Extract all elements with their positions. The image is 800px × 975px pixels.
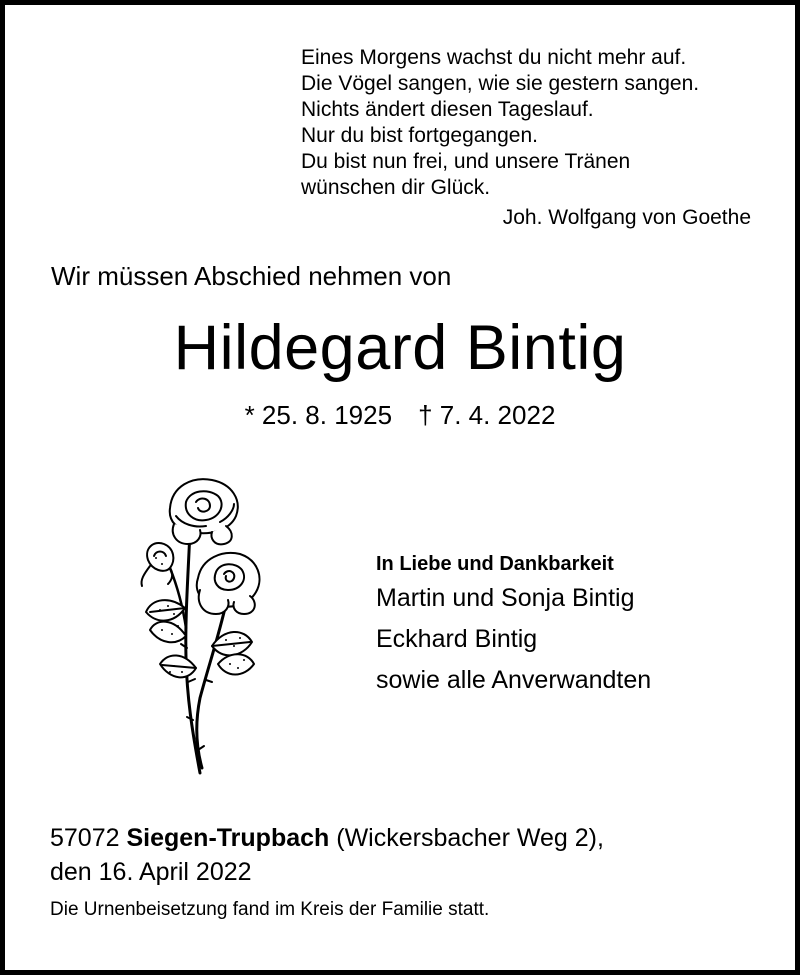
birth-date: * 25. 8. 1925 [244, 400, 393, 430]
mourners-heading: In Liebe und Dankbarkeit [376, 553, 614, 575]
poem-author: Joh. Wolfgang von Goethe [502, 206, 751, 229]
poem-line: Nichts ändert diesen Tageslauf. [301, 98, 594, 121]
poem-line: Nur du bist fortgegangen. [301, 124, 538, 147]
address-line [50, 822, 604, 855]
notice-date: den 16. April 2022 [50, 858, 252, 886]
mourner-name: Martin und Sonja Bintig [376, 584, 635, 612]
poem-line: Die Vögel sangen, wie sie gestern sangen. [301, 72, 700, 95]
poem-line: Eines Morgens wachst du nicht mehr auf. [301, 46, 687, 69]
deceased-name: Hildegard Bintig [173, 313, 627, 383]
life-dates [0, 398, 800, 432]
street: (Wickersbacher Weg 2), [336, 824, 604, 852]
poem-line: wünschen dir Glück. [301, 176, 491, 199]
place-name: Siegen-Trupbach [126, 824, 330, 852]
mourner-name: Eckhard Bintig [376, 625, 538, 653]
mourner-name: sowie alle Anverwandten [376, 666, 652, 694]
mourners-block [376, 550, 756, 701]
poem [301, 45, 761, 201]
poem-line: Du bist nun frei, und unsere Tränen [301, 150, 631, 173]
farewell-intro: Wir müssen Abschied nehmen von [51, 261, 452, 291]
death-date: † 7. 4. 2022 [418, 400, 556, 430]
postcode: 57072 [50, 824, 120, 852]
burial-notice: Die Urnenbeisetzung fand im Kreis der Familie statt. [50, 899, 490, 920]
rose-icon [130, 468, 280, 788]
